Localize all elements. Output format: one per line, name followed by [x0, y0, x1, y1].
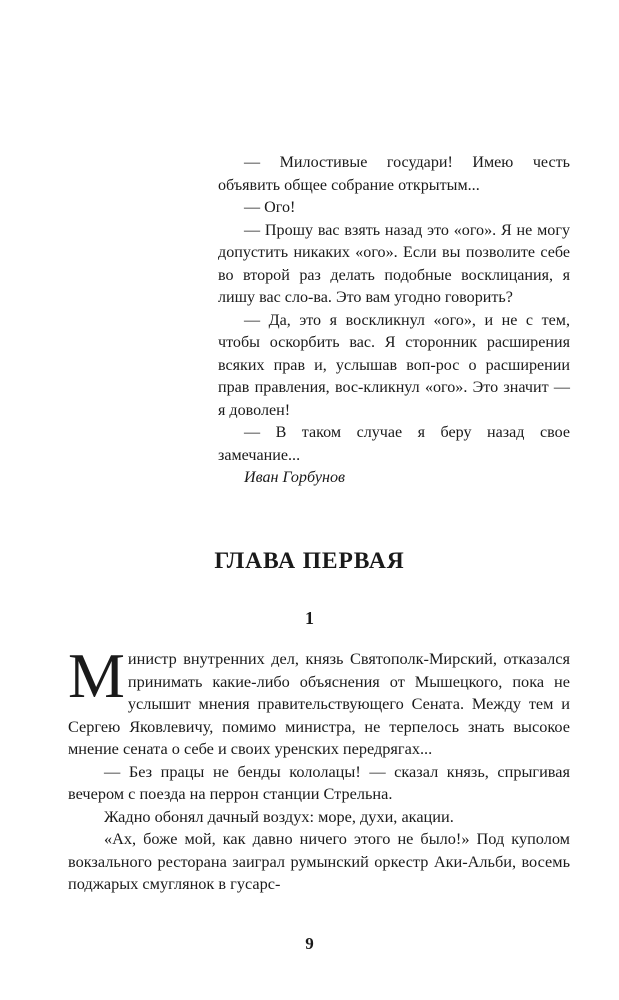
page-number: 9 — [305, 934, 314, 953]
epigraph-paragraph: — Милостивые государи! Имею честь объявить общее собрание открытым... — [218, 154, 570, 194]
epigraph-paragraph: — В таком случае я беру назад свое замечание... — [218, 424, 570, 464]
section-number: 1 — [305, 608, 314, 628]
epigraph-block — [218, 152, 570, 490]
body-text-block — [68, 640, 570, 896]
body-paragraph-first — [68, 640, 570, 761]
epigraph-paragraph: — Ого! — [244, 199, 296, 216]
body-paragraph-first-text: инистр внутренних дел, князь Святополк-Мирский, отказался принимать какие-либо объяснения от Мышецкого, пока не услышит мнения правительствующего Сената. Между тем и Сергею Яковлевичу, помимо министра, не терпелось знать высокое мнение сената о себе и своих уренских передрягах... — [68, 649, 570, 758]
epigraph-paragraph: — Прошу вас взять назад это «ого». Я не могу допустить никаких «ого». Если вы позволите себе во второй раз делать подобные восклицания, я лишу вас сло-ва. Это вам угодно говорить? — [218, 221, 570, 306]
epigraph-attribution: Иван Горбунов — [244, 469, 346, 486]
epigraph-paragraph: — Да, это я воскликнул «ого», и не с тем, чтобы оскорбить вас. Я сторонник расширения всяких прав и, услышав воп-рос о расширении прав правления, вос-кликнул «ого». Это значит — я доволен! — [218, 311, 570, 419]
drop-cap: М — [68, 640, 125, 711]
body-paragraph: — Без працы не бенды кололацы! — сказал князь, спрыгивая вечером с поезда на перрон станции Стрельна. — [68, 761, 570, 803]
chapter-title: ГЛАВА ПЕРВАЯ — [214, 548, 405, 574]
body-paragraph: «Ах, боже мой, как давно ничего этого не было!» Под куполом вокзального ресторана заиграл румынский оркестр Аки-Альби, восемь поджарых смуглянок в гусарс- — [68, 829, 570, 893]
body-paragraph: Жадно обонял дачный воздух: море, духи, акации. — [104, 806, 454, 826]
